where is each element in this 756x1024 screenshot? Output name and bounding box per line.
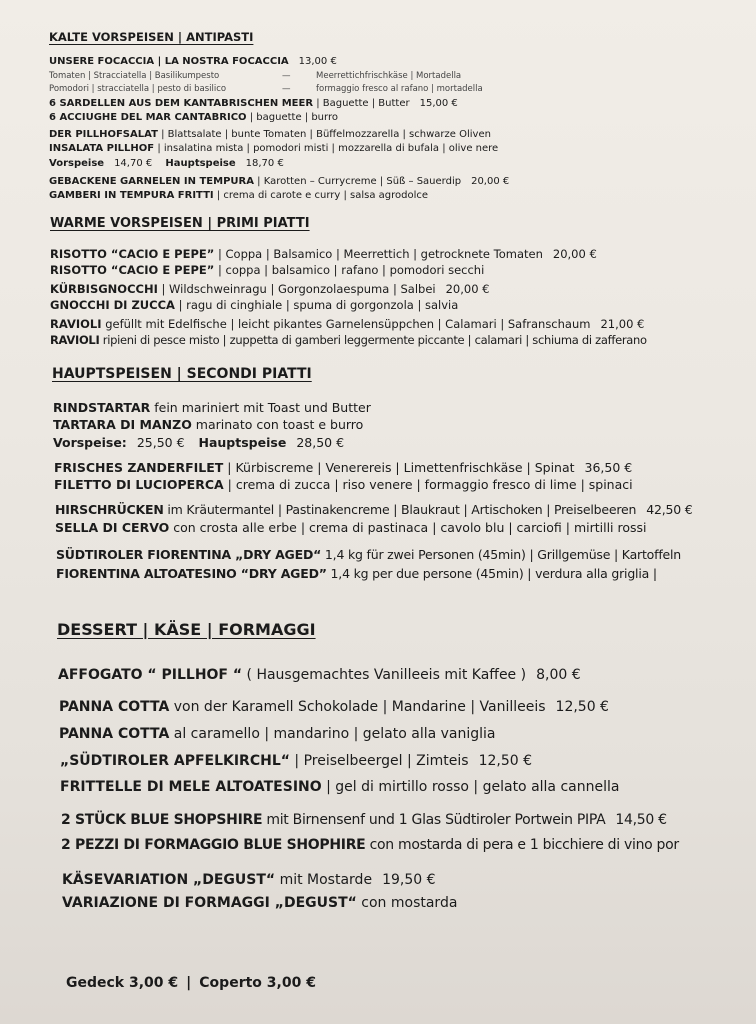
item-desc: fein mariniert mit Toast und Butter [150, 400, 371, 415]
item-price: 21,00 € [600, 317, 645, 331]
item-name: PANNA COTTA [59, 699, 170, 715]
menu-item-frittelle [60, 779, 619, 795]
item-name: GNOCCHI DI ZUCCA [50, 298, 175, 312]
menu-item-fiorentina-it [56, 566, 657, 581]
vorspeise-price: 14,70 € [114, 158, 153, 169]
item-name: KÄSEVARIATION „DEGUST“ [62, 872, 276, 888]
focaccia-it-1: Pomodori | stracciatella | pesto di basilico [49, 84, 227, 94]
item-name: DER PILLHOFSALAT [49, 129, 158, 140]
tartar-prices [53, 435, 344, 450]
item-desc: | Kürbiscreme | Venerereis | Limettenfrischkäse | Spinat [223, 460, 575, 475]
menu-item-fiorentina-de [56, 547, 681, 562]
gedeck-label: Gedeck 3,00 € [66, 975, 179, 991]
item-name: FIORENTINA ALTOATESINO “DRY AGED” [56, 566, 327, 581]
item-desc: | insalatina mista | pomodori misti | mozzarella di bufala | olive nere [154, 143, 499, 154]
item-name: SELLA DI CERVO [55, 520, 170, 535]
item-name: SÜDTIROLER FIORENTINA „DRY AGED“ [56, 547, 322, 562]
menu-item-tartara [53, 417, 363, 432]
item-desc: | Coppa | Balsamico | Meerrettich | getrocknete Tomaten [214, 247, 543, 261]
focaccia-dash-1: — [282, 71, 291, 81]
focaccia-it-2: formaggio fresco al rafano | mortadella [316, 84, 483, 94]
item-name: AFFOGATO “ PILLHOF “ [58, 667, 243, 683]
item-desc: | coppa | balsamico | rafano | pomodori secchi [214, 263, 485, 277]
section-title-kalte: KALTE VORSPEISEN | ANTIPASTI [49, 30, 254, 44]
focaccia-de-1: Tomaten | Stracciatella | Basilikumpesto [49, 71, 220, 81]
menu-item-gamberi [49, 190, 428, 201]
hauptspeise-price: 28,50 € [296, 435, 345, 450]
menu-item-pannacotta-it [59, 726, 496, 742]
item-desc: con mostarda di pera e 1 bicchiere di vino por [365, 837, 679, 853]
menu-item-garnelen [49, 176, 509, 187]
section-title-dessert: DESSERT | KÄSE | FORMAGGI [57, 620, 316, 639]
item-name: TARTARA DI MANZO [53, 417, 192, 432]
item-price: 14,50 € [615, 812, 667, 828]
section-title-haupt: HAUPTSPEISEN | SECONDI PIATTI [52, 366, 312, 382]
menu-item-sardellen [49, 98, 458, 109]
menu-item-insalata [49, 143, 498, 154]
item-name: 2 STÜCK BLUE SHOPSHIRE [61, 812, 263, 828]
item-name: 2 PEZZI DI FORMAGGIO BLUE SHOPHIRE [61, 837, 366, 853]
item-desc: von der Karamell Schokolade | Mandarine | Vanilleeis [169, 699, 546, 715]
item-desc: | crema di zucca | riso venere | formaggio fresco di lime | spinaci [223, 477, 633, 492]
menu-item-sella-cervo [55, 520, 647, 535]
item-name: RISOTTO “CACIO E PEPE” [50, 263, 215, 277]
item-name: PANNA COTTA [59, 726, 170, 742]
menu-item-apfelkirchl [60, 753, 532, 769]
item-name: FILETTO DI LUCIOPERCA [54, 477, 224, 492]
menu-item-blueshopshire-it [61, 837, 679, 853]
cover-charge [66, 975, 316, 991]
menu-item-rindstartar [53, 400, 371, 415]
menu-item-acciughe [49, 112, 338, 123]
hauptspeise-label: Hauptspeise [165, 158, 236, 169]
item-name: INSALATA PILLHOF [49, 143, 155, 154]
hauptspeise-price: 18,70 € [245, 158, 284, 169]
item-desc: 1,4 kg per due persone (45min) | verdura alla griglia | [326, 566, 657, 581]
item-name: „SÜDTIROLER APFELKIRCHL“ [60, 753, 290, 769]
vorspeise-price: 25,50 € [136, 435, 185, 450]
item-name: GEBACKENE GARNELEN IN TEMPURA [49, 176, 254, 187]
menu-item-zanderfilet [54, 460, 632, 475]
item-desc: marinato con toast e burro [191, 417, 364, 432]
menu-item-variazione [62, 895, 457, 911]
menu-item-blueshopshire-de [61, 812, 667, 828]
item-price: 19,50 € [382, 872, 436, 888]
item-desc: ( Hausgemachtes Vanilleeis mit Kaffee ) [242, 667, 527, 683]
item-price: 20,00 € [471, 176, 510, 187]
item-desc: | Wildschweinragu | Gorgonzolaespuma | Salbei [157, 282, 436, 296]
item-name: FRITTELLE DI MELE ALTOATESINO [60, 779, 322, 795]
item-price: 20,00 € [445, 282, 490, 296]
menu-item-affogato [58, 667, 581, 683]
vorspeise-label: Vorspeise: [53, 435, 127, 450]
menu-item-ravioli-de [50, 317, 644, 331]
menu-item-gnocchi-de [50, 282, 490, 296]
menu-item-ravioli-it [50, 333, 647, 347]
item-name: HIRSCHRÜCKEN [55, 502, 164, 517]
item-name: UNSERE FOCACCIA | LA NOSTRA FOCACCIA [49, 56, 289, 67]
item-name: GAMBERI IN TEMPURA FRITTI [49, 190, 214, 201]
item-name: KÜRBISGNOCCHI [50, 282, 158, 296]
menu-item-risotto-it [50, 263, 484, 277]
hauptspeise-label: Hauptspeise [198, 435, 287, 450]
menu-item-hirschruecken [55, 502, 693, 517]
menu-item-gnocchi-it [50, 298, 458, 312]
item-price: 15,00 € [419, 98, 458, 109]
menu-item-pillhofsalat [49, 129, 491, 140]
item-desc: | ragu di cinghiale | spuma di gorgonzola | salvia [174, 298, 459, 312]
menu-item-risotto-de [50, 247, 597, 261]
item-desc: | baguette | burro [246, 112, 338, 123]
item-desc: al caramello | mandarino | gelato alla vaniglia [169, 726, 496, 742]
item-desc: im Kräutermantel | Pastinakencreme | Blaukraut | Artischoken | Preiselbeeren [163, 502, 637, 517]
item-desc: | Baguette | Butter [313, 98, 410, 109]
footer-separator: | [186, 975, 192, 991]
item-desc: | Preiselbeergel | Zimteis [289, 753, 469, 769]
item-price: 13,00 € [298, 56, 337, 67]
item-desc: mit Birnensenf und 1 Glas Südtiroler Portwein PIPA [262, 812, 606, 828]
focaccia-de-2: Meerrettichfrischkäse | Mortadella [316, 71, 462, 81]
item-name: 6 SARDELLEN AUS DEM KANTABRISCHEN MEER [49, 98, 314, 109]
item-price: 8,00 € [536, 667, 581, 683]
menu-item-focaccia [49, 56, 337, 67]
item-name: RAVIOLI [50, 317, 102, 331]
item-desc: ripieni di pesce misto | zuppetta di gamberi leggermente piccante | calamari | schiuma di zafferano [99, 333, 647, 347]
menu-item-pannacotta-de [59, 699, 609, 715]
item-desc: | crema di carote e curry | salsa agrodolce [213, 190, 429, 201]
item-price: 42,50 € [646, 502, 693, 517]
menu-item-lucioperca [54, 477, 633, 492]
item-name: RAVIOLI [50, 333, 100, 347]
item-desc: mit Mostarde [275, 872, 373, 888]
item-name: RINDSTARTAR [53, 400, 151, 415]
item-desc: con mostarda [356, 895, 458, 911]
item-desc: gefüllt mit Edelfische | leicht pikantes Garnelensüppchen | Calamari | Safranschaum [101, 317, 591, 331]
item-name: 6 ACCIUGHE DEL MAR CANTABRICO [49, 112, 247, 123]
item-name: FRISCHES ZANDERFILET [54, 460, 224, 475]
item-desc: con crosta alle erbe | crema di pastinaca | cavolo blu | carciofi | mirtilli rossi [169, 520, 647, 535]
coperto-label: Coperto 3,00 € [199, 975, 316, 991]
item-desc: | Blattsalate | bunte Tomaten | Büffelmozzarella | schwarze Oliven [157, 129, 491, 140]
menu-item-kaesevariation [62, 872, 436, 888]
item-price: 36,50 € [584, 460, 633, 475]
item-desc: | gel di mirtillo rosso | gelato alla cannella [321, 779, 620, 795]
vorspeise-label: Vorspeise [49, 158, 105, 169]
item-name: VARIAZIONE DI FORMAGGI „DEGUST“ [62, 895, 357, 911]
section-title-warme: WARME VORSPEISEN | PRIMI PIATTI [50, 216, 310, 231]
item-price: 12,50 € [555, 699, 609, 715]
focaccia-dash-2: — [282, 84, 291, 94]
item-desc: | Karotten – Currycreme | Süß – Sauerdip [253, 176, 462, 187]
item-price: 12,50 € [478, 753, 532, 769]
item-desc: 1,4 kg für zwei Personen (45min) | Grillgemüse | Kartoffeln [321, 547, 682, 562]
item-name: RISOTTO “CACIO E PEPE” [50, 247, 215, 261]
item-price: 20,00 € [552, 247, 597, 261]
salat-prices [49, 158, 284, 169]
